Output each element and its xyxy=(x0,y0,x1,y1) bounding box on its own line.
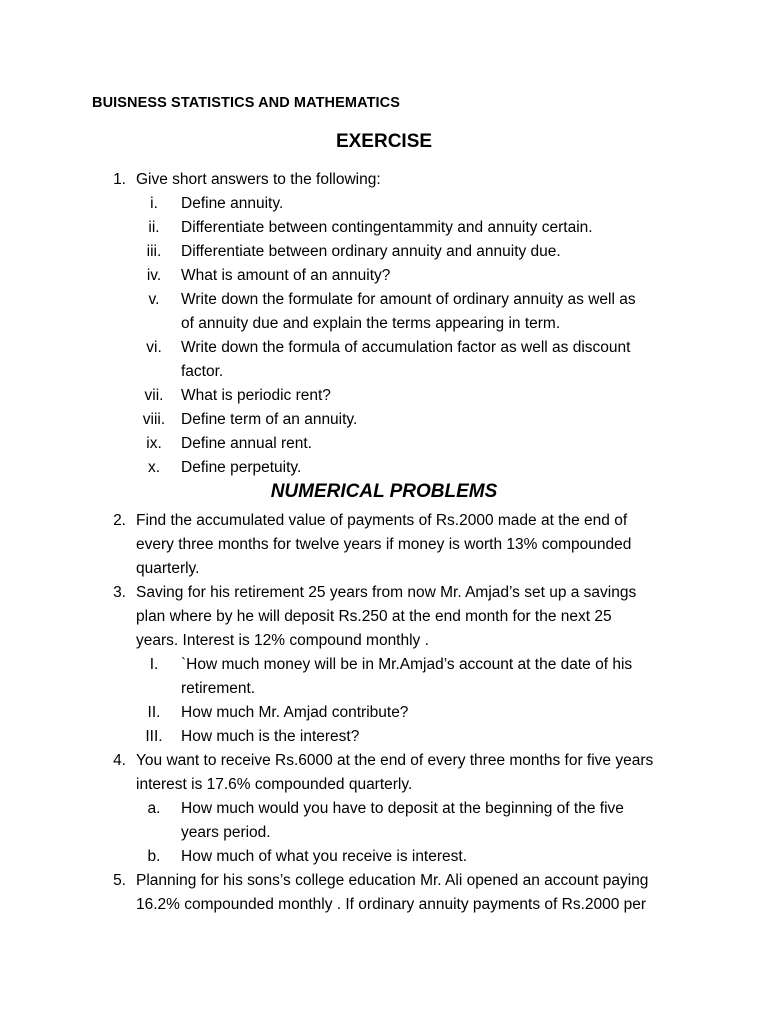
question-2-text-line-3: quarterly. xyxy=(136,560,200,577)
question-1-number: 1. xyxy=(113,171,126,188)
q1-item-3-number: iii. xyxy=(146,243,162,260)
q3-item-2-text: How much Mr. Amjad contribute? xyxy=(181,704,409,721)
question-3-text-line-2: plan where by he will deposit Rs.250 at the end month for the next 25 xyxy=(136,608,612,625)
q1-item-5-number: v. xyxy=(148,291,160,308)
question-5-text-line-1: Planning for his sons’s college education Mr. Ali opened an account paying xyxy=(136,872,649,889)
q1-item-5-text-line-1: Write down the formulate for amount of ordinary annuity as well as xyxy=(181,291,636,308)
q1-item-10-number: x. xyxy=(147,459,161,476)
q1-item-4-number: iv. xyxy=(146,267,162,284)
q4-item-a-text-line-2: years period. xyxy=(181,824,271,841)
document-header: BUISNESS STATISTICS AND MATHEMATICS xyxy=(92,95,400,111)
question-4-number: 4. xyxy=(113,752,126,769)
q1-item-6-text-line-2: factor. xyxy=(181,363,224,380)
q1-item-8-number: viii. xyxy=(142,411,166,428)
q1-item-7-text: What is periodic rent? xyxy=(181,387,331,404)
question-1-text: Give short answers to the following: xyxy=(136,171,381,188)
q3-item-2-number: II. xyxy=(147,704,161,721)
question-1 xyxy=(96,168,696,192)
q3-item-1-number: I. xyxy=(149,656,159,673)
q1-item-5-text-line-2: of annuity due and explain the terms appearing in term. xyxy=(181,315,561,332)
q1-item-7-number: vii. xyxy=(144,387,164,404)
q1-item-8-text: Define term of an annuity. xyxy=(181,411,358,428)
q1-item-1-text: Define annuity. xyxy=(181,195,284,212)
document-title: EXERCISE xyxy=(335,131,433,152)
q4-item-b-text: How much of what you receive is interest. xyxy=(181,848,468,865)
question-2-text-line-2: every three months for twelve years if money is worth 13% compounded xyxy=(136,536,632,553)
question-3-number: 3. xyxy=(113,584,126,601)
q1-item-6-text-line-1: Write down the formula of accumulation factor as well as discount xyxy=(181,339,631,356)
section-title-numerical-problems: NUMERICAL PROBLEMS xyxy=(270,481,498,502)
q1-item-9-number: ix. xyxy=(146,435,162,452)
q4-item-a-text-line-1: How much would you have to deposit at the beginning of the five xyxy=(181,800,624,817)
question-4-text-line-2: interest is 17.6% compounded quarterly. xyxy=(136,776,413,793)
q1-item-10-text: Define perpetuity. xyxy=(181,459,302,476)
question-3-text-line-3: years. Interest is 12% compound monthly . xyxy=(136,632,429,649)
q1-item-6-number: vi. xyxy=(146,339,162,356)
q3-item-1-text-line-1: `How much money will be in Mr.Amjad’s account at the date of his xyxy=(181,656,633,673)
question-2-text-line-1: Find the accumulated value of payments of Rs.2000 made at the end of xyxy=(136,512,628,529)
q1-item-2-number: ii. xyxy=(148,219,160,236)
q4-item-a-number: a. xyxy=(147,800,161,817)
q3-item-1-text-line-2: retirement. xyxy=(181,680,256,697)
q1-item-9-text: Define annual rent. xyxy=(181,435,312,452)
q4-item-b-number: b. xyxy=(147,848,161,865)
question-5-text-line-2: 16.2% compounded monthly . If ordinary annuity payments of Rs.2000 per xyxy=(136,896,647,913)
q1-item-1-number: i. xyxy=(150,195,158,212)
question-3-text-line-1: Saving for his retirement 25 years from now Mr. Amjad’s set up a savings xyxy=(136,584,637,601)
question-2-number: 2. xyxy=(113,512,126,529)
q1-item-2-text: Differentiate between contingentammity and annuity certain. xyxy=(181,219,593,236)
q3-item-3-number: III. xyxy=(145,728,163,745)
q1-item-4-text: What is amount of an annuity? xyxy=(181,267,391,284)
question-5-number: 5. xyxy=(113,872,126,889)
q1-item-3-text: Differentiate between ordinary annuity and annuity due. xyxy=(181,243,561,260)
question-4-text-line-1: You want to receive Rs.6000 at the end of every three months for five years xyxy=(136,752,654,769)
q3-item-3-text: How much is the interest? xyxy=(181,728,360,745)
